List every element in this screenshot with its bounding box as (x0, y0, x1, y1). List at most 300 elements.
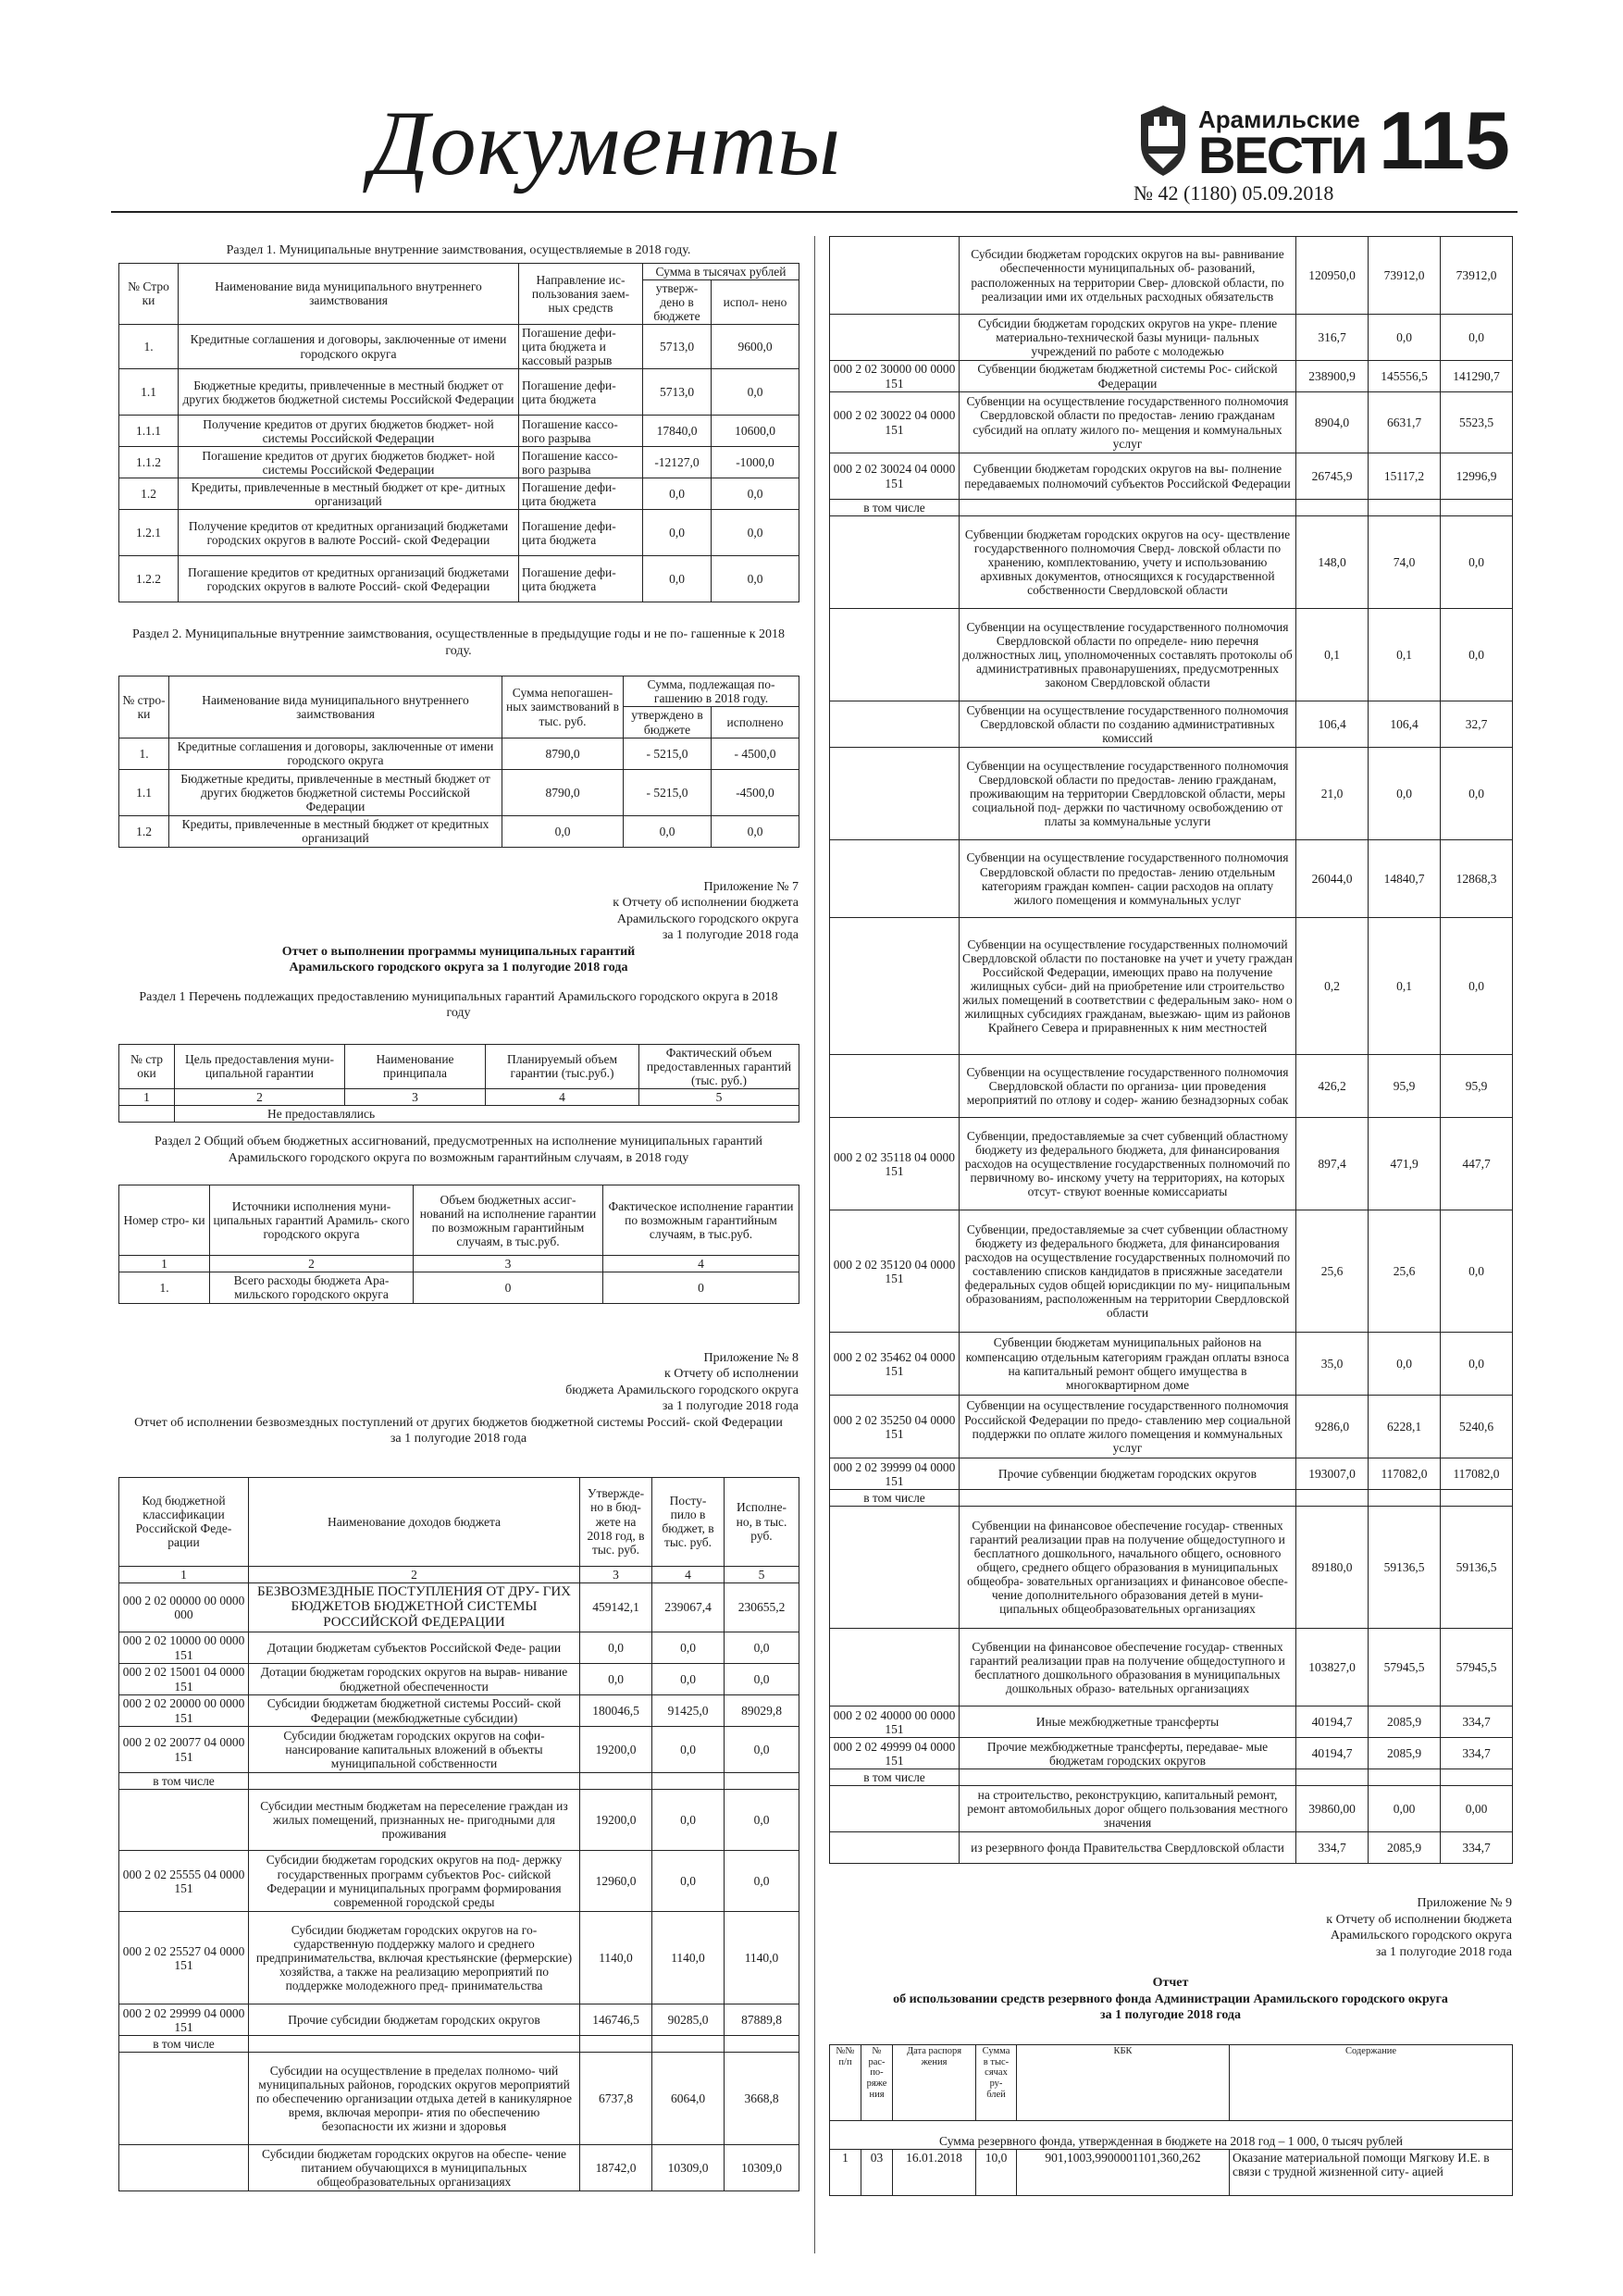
col-header: № стр оки (119, 1044, 175, 1088)
app8-line: Приложение № 8 (703, 1350, 799, 1365)
cell: 25,6 (1296, 1210, 1369, 1333)
cell: 5 (725, 1566, 799, 1582)
cell: - 5215,0 (624, 738, 712, 769)
col-header: Объем бюджетных ассиг- нований на исполнение гарантии по возможным гарантийным случаям, в тыс.руб. (414, 1185, 603, 1256)
cell (1441, 1490, 1513, 1507)
cell (830, 237, 960, 315)
issue-number: № 42 (1180) 05.09.2018 (1134, 181, 1334, 205)
cell: Субвенции бюджетам городских округов на осу- ществление государственного полномочия Сверд- ловской области по хранению, комплектованию, учету и использованию архивных документов, относящихся к государственной собственности Свердловской области (960, 516, 1296, 609)
cell: Погашение дефи- цита бюджета (519, 478, 643, 510)
cell: 000 2 02 20077 04 0000 151 (119, 1727, 249, 1773)
page-number: 115 (1379, 94, 1510, 186)
cell: 8790,0 (502, 738, 624, 769)
cell: 1.2 (119, 815, 169, 847)
cell: 1. (119, 738, 169, 769)
cell: на строительство, реконструкцию, капитальный ремонт, ремонт автомобильных дорог общего пользования местного значения (960, 1786, 1296, 1832)
cell: 40194,7 (1296, 1738, 1369, 1769)
table-row (830, 315, 1513, 361)
cell: Бюджетные кредиты, привлеченные в местный бюджет от других бюджетов бюджетной системы Российской Федерации (169, 769, 502, 815)
cell (1296, 1769, 1369, 1786)
cell (960, 500, 1296, 516)
table-row (119, 815, 799, 847)
app9-title-line: об использовании средств резервного фонда Администрации Арамильского городского округа (893, 1992, 1448, 2006)
cell: 8790,0 (502, 769, 624, 815)
col-header: Наименование принципала (345, 1044, 486, 1088)
cell: Оказание материальной помощи Мягкову И.Е. в связи с трудной жизненной ситу- ацией (1230, 2149, 1513, 2195)
cell: 5713,0 (643, 324, 712, 368)
cell: 89180,0 (1296, 1507, 1369, 1629)
cell: 0,0 (1441, 1210, 1513, 1333)
t1-caption: Раздел 1. Муниципальные внутренние заимствования, осуществляемые в 2018 году. (226, 243, 691, 257)
cell: 9286,0 (1296, 1396, 1369, 1458)
table-row (830, 701, 1513, 748)
cell (652, 2036, 725, 2053)
logo-town: Арамильские (1198, 105, 1360, 133)
guarantees-budget-table (118, 1185, 799, 1303)
cell: 3 (345, 1089, 486, 1106)
cell: 40194,7 (1296, 1706, 1369, 1738)
column-divider (814, 236, 815, 2253)
transfers-table-right (829, 236, 1513, 1864)
cell: 16.01.2018 (893, 2149, 976, 2195)
reserve-fund-note: Сумма резервного фонда, утвержденная в бюджете на 2018 год – 1 000, 0 тысяч рублей (830, 2120, 1513, 2149)
cell: 90285,0 (652, 2004, 725, 2036)
cell: 57945,5 (1441, 1629, 1513, 1706)
table-row (119, 2053, 799, 2145)
cell: 03 (861, 2149, 893, 2195)
app9-line: Арамильского городского округа (1330, 1929, 1512, 1943)
cell: 239067,4 (652, 1582, 725, 1632)
cell: 000 2 02 10000 00 0000 151 (119, 1632, 249, 1664)
cell: Всего расходы бюджета Ара- мильского городского округа (210, 1272, 414, 1303)
cell: 000 2 02 49999 04 0000 151 (830, 1738, 960, 1769)
cell: 5523,5 (1441, 392, 1513, 453)
cell: 1. (119, 1272, 210, 1303)
cell: в том числе (830, 500, 960, 516)
cell: 1.2 (119, 478, 179, 510)
table-row (830, 1507, 1513, 1629)
cell (1296, 500, 1369, 516)
table-header-row (830, 2044, 1513, 2120)
cell: -1000,0 (712, 447, 799, 478)
col-header: Номер стро- ки (119, 1185, 210, 1256)
table-row (119, 1566, 799, 1582)
cell: 39860,00 (1296, 1786, 1369, 1832)
table-row (119, 1727, 799, 1773)
cell: 000 2 02 25527 04 0000 151 (119, 1912, 249, 2004)
cell: 0,0 (1369, 1333, 1441, 1396)
table-row (119, 1912, 799, 2004)
cell: 0,0 (1441, 609, 1513, 701)
cell (960, 1769, 1296, 1786)
cell: 0,0 (725, 1632, 799, 1664)
cell (249, 2036, 580, 2053)
cell: 1140,0 (725, 1912, 799, 2004)
cell: 10600,0 (712, 416, 799, 447)
col-header: Сумма, подлежащая по- гашению в 2018 году. (624, 676, 799, 707)
cell (725, 1773, 799, 1790)
cell: 2085,9 (1369, 1706, 1441, 1738)
table-header-row (119, 1185, 799, 1256)
cell (249, 1773, 580, 1790)
cell: Дотации бюджетам городских округов на вырав- нивание бюджетной обеспеченности (249, 1664, 580, 1695)
table-row (830, 2120, 1513, 2149)
table-row (830, 1629, 1513, 1706)
cell: 26044,0 (1296, 840, 1369, 918)
table-row (830, 1786, 1513, 1832)
col-header: Сумма в тысячах рублей (643, 263, 799, 279)
table-header-row (119, 1477, 799, 1566)
cell: Субвенции на осуществление государственного полномочия Свердловской области по организа- ции проведения мероприятий по отлову и содер- жанию безнадзорных собак (960, 1055, 1296, 1118)
table-row (119, 1632, 799, 1664)
table-row (830, 1333, 1513, 1396)
cell: 0,0 (643, 556, 712, 602)
table-row (830, 1769, 1513, 1786)
table-row (830, 1118, 1513, 1210)
cell: Субвенции бюджетам муниципальных районов на компенсацию отдельным категориям граждан оплаты взноса на капитальный ремонт общего имущества в многоквартирном доме (960, 1333, 1296, 1396)
cell (1441, 500, 1513, 516)
app7-heading (118, 879, 799, 944)
app7-line: за 1 полугодие 2018 года (662, 928, 799, 943)
cell: 3668,8 (725, 2053, 799, 2145)
table-row (119, 1256, 799, 1272)
cell: - 4500,0 (712, 738, 799, 769)
table-row (119, 1851, 799, 1912)
cell: 0,0 (652, 1851, 725, 1912)
cell: Субвенции на осуществление государственного полномочия Свердловской области по определе- нию перечня должностных лиц, уполномоченных составлять протоколы об административных правонарушениях, предусмотренных законом Свердловской области (960, 609, 1296, 701)
cell: 4 (652, 1566, 725, 1582)
cell: Погашение кассо- вого разрыва (519, 447, 643, 478)
cell: Субвенции на осуществление государственного полномочия Свердловской области по предостав- лению гражданам субсидий на оплату жилого по- мещения и коммунальных услуг (960, 392, 1296, 453)
col-header: Планируемый объем гарантии (тыс.руб.) (486, 1044, 639, 1088)
cell: 1 (830, 2149, 861, 2195)
cell: 000 2 02 40000 00 0000 151 (830, 1706, 960, 1738)
table-row (830, 1396, 1513, 1458)
cell: 12960,0 (580, 1851, 652, 1912)
cell: Погашение дефи- цита бюджета и кассовый разрыв (519, 324, 643, 368)
guarantees-list-table (118, 1044, 799, 1123)
table-row (830, 1832, 1513, 1864)
cell (830, 609, 960, 701)
cell: 459142,1 (580, 1582, 652, 1632)
cell: Не предоставлялись (175, 1106, 799, 1123)
header-rule (111, 211, 1518, 213)
cell: 0,0 (502, 815, 624, 847)
cell: 334,7 (1441, 1706, 1513, 1738)
table-header-row (119, 263, 799, 279)
table-row (830, 1490, 1513, 1507)
cell: 0,0 (652, 1727, 725, 1773)
cell: Субвенции на осуществление государственного полномочия Российской Федерации по предо- ставлению мер социальной поддержки по оплате жилого помещения и коммунальных услуг (960, 1396, 1296, 1458)
cell: 10,0 (976, 2149, 1017, 2195)
cell: 91425,0 (652, 1695, 725, 1727)
cell: Субсидии бюджетам городских округов на обеспе- чение питанием обучающихся в муниципальных общеобразовательных организациях (249, 2145, 580, 2191)
cell: 6631,7 (1369, 392, 1441, 453)
cell: Погашение кредитов от кредитных организаций бюджетами городских округов в валюте Россий- ской Федерации (179, 556, 519, 602)
cell: 4 (603, 1256, 799, 1272)
app7-section2: Раздел 2 Общий объем бюджетных ассигнований, предусмотренных на исполнение муниципальных гарантий Арамильского городского округа по возможным гарантийным случаям, в 2018 году (154, 1135, 763, 1165)
table-row (119, 1106, 799, 1123)
table-row (119, 2036, 799, 2053)
cell: Прочие межбюджетные трансферты, передавае- мые бюджетам городских округов (960, 1738, 1296, 1769)
table-row (830, 2149, 1513, 2195)
cell: 1140,0 (580, 1912, 652, 2004)
cell: 000 2 02 25555 04 0000 151 (119, 1851, 249, 1912)
cell: 334,7 (1296, 1832, 1369, 1864)
col-header: КБК (1017, 2044, 1230, 2120)
cell: 000 2 02 30000 00 0000 151 (830, 361, 960, 392)
table-header-row (119, 676, 799, 707)
cell: 000 2 02 30024 04 0000 151 (830, 453, 960, 500)
cell: 5240,6 (1441, 1396, 1513, 1458)
cell: 000 2 02 20000 00 0000 151 (119, 1695, 249, 1727)
cell: 0,0 (712, 815, 799, 847)
cell: 0,0 (712, 369, 799, 416)
cell: 26745,9 (1296, 453, 1369, 500)
cell: 000 2 02 35120 04 0000 151 (830, 1210, 960, 1333)
cell: Погашение дефи- цита бюджета (519, 556, 643, 602)
cell (725, 2036, 799, 2053)
cell: 12868,3 (1441, 840, 1513, 918)
cell: 0,0 (1369, 315, 1441, 361)
app9-title (829, 1975, 1512, 2024)
cell (119, 1106, 175, 1123)
cell: 000 2 02 29999 04 0000 151 (119, 2004, 249, 2036)
table-row (830, 1706, 1513, 1738)
table-row (830, 1055, 1513, 1118)
cell: 0,0 (624, 815, 712, 847)
cell: 141290,7 (1441, 361, 1513, 392)
cell: 12996,9 (1441, 453, 1513, 500)
cell (830, 748, 960, 840)
table-row (119, 1790, 799, 1851)
cell: Кредиты, привлеченные в местный бюджет от кредитных организаций (169, 815, 502, 847)
cell (1441, 1769, 1513, 1786)
cell: Субсидии местным бюджетам на переселение граждан из жилых помещений, признанных не- пригодными для проживания (249, 1790, 580, 1851)
cell: 95,9 (1441, 1055, 1513, 1118)
cell: 6064,0 (652, 2053, 725, 2145)
cell (119, 1790, 249, 1851)
cell (830, 1055, 960, 1118)
table-row (119, 2145, 799, 2191)
cell: 000 2 02 39999 04 0000 151 (830, 1458, 960, 1490)
app7-title: Отчет о выполнении программы муниципальных гарантий Арамильского городского округа за 1 полугодие 2018 года (281, 944, 636, 975)
cell: 1.1 (119, 369, 179, 416)
table-row (830, 453, 1513, 500)
col-header: Наименование вида муниципального внутреннего заимствования (179, 263, 519, 324)
cell: 6228,1 (1369, 1396, 1441, 1458)
cell: Субвенции бюджетам бюджетной системы Рос- сийской Федерации (960, 361, 1296, 392)
table-row (830, 361, 1513, 392)
left-column (118, 242, 799, 2191)
cell: 1.1 (119, 769, 169, 815)
cell: 180046,5 (580, 1695, 652, 1727)
table-row (119, 2004, 799, 2036)
cell: из резервного фонда Правительства Свердловской области (960, 1832, 1296, 1864)
table-row (119, 1773, 799, 1790)
cell: 1.1.2 (119, 447, 179, 478)
cell: 1. (119, 324, 179, 368)
cell: 0,0 (652, 1632, 725, 1664)
table-row (119, 1272, 799, 1303)
cell: 0,0 (712, 478, 799, 510)
cell: Субсидии бюджетам бюджетной системы Россий- ской Федерации (межбюджетные субсидии) (249, 1695, 580, 1727)
cell: Субвенции на финансовое обеспечение государ- ственных гарантий реализации прав на получение общедоступного и бесплатного дошкольного образования в муниципальных дошкольных образо- вательных организациях (960, 1629, 1296, 1706)
cell: 1.2.1 (119, 510, 179, 556)
app8-line: бюджета Арамильского городского округа (565, 1383, 799, 1397)
transfers-table-left (118, 1477, 799, 2192)
col-header: Наименование вида муниципального внутреннего заимствования (169, 676, 502, 738)
col-header: Сумма в тыс- сячах ру- блей (976, 2044, 1017, 2120)
cell: 17840,0 (643, 416, 712, 447)
cell: 2 (249, 1566, 580, 1582)
table-row (119, 1664, 799, 1695)
table-row (830, 516, 1513, 609)
cell (830, 315, 960, 361)
t2-caption: Раздел 2. Муниципальные внутренние заимствования, осуществленные в предыдущие годы и не по- гашенные к 2018 году. (131, 627, 786, 658)
app8-title: Отчет об исполнении безвозмездных поступлений от других бюджетов бюджетной системы Россий- ской Федерации (134, 1415, 783, 1430)
city-crest-icon (1135, 104, 1191, 178)
cell: 2 (210, 1256, 414, 1272)
table-row (119, 510, 799, 556)
cell: 230655,2 (725, 1582, 799, 1632)
cell: 9600,0 (712, 324, 799, 368)
app8-heading (118, 1350, 799, 1415)
table-row (830, 1210, 1513, 1333)
cell: 106,4 (1296, 701, 1369, 748)
table-header-row (119, 1044, 799, 1088)
cell: 471,9 (1369, 1118, 1441, 1210)
section-title: Документы (370, 92, 842, 194)
cell: Получение кредитов от кредитных организаций бюджетами городских округов в валюте Россий- ской Федерации (179, 510, 519, 556)
col-header: Фактический объем предоставленных гарантий (тыс. руб.) (639, 1044, 799, 1088)
cell: 148,0 (1296, 516, 1369, 609)
cell (1296, 1490, 1369, 1507)
table-row (119, 416, 799, 447)
borrowings-2018-table (118, 263, 799, 603)
cell (830, 1629, 960, 1706)
cell: - 5215,0 (624, 769, 712, 815)
col-header: Источники исполнения муни- ципальных гарантий Арамиль- ского городского округа (210, 1185, 414, 1256)
cell: 6737,8 (580, 2053, 652, 2145)
col-header: Исполне- но, в тыс. руб. (725, 1477, 799, 1566)
cell: 0,0 (712, 510, 799, 556)
cell: 0,0 (712, 556, 799, 602)
cell (830, 701, 960, 748)
cell: Субвенции на осуществление государственного полномочия Свердловской области по предостав- лению отдельным категориям граждан компен- сации расходов на оплату жилого помещения и коммунальных услуг (960, 840, 1296, 918)
cell: 15117,2 (1369, 453, 1441, 500)
cell: Субсидии на осуществление в пределах полномо- чий муниципальных районов, городских округов мероприятий по обеспечению организации отдыха детей в каникулярное время, включая меропри- ятия по обеспечению безопасности их жизни и здоровья (249, 2053, 580, 2145)
cell: Субсидии бюджетам городских округов на укре- пление материально-технической базы муници- пальных учреждений по работе с молодежью (960, 315, 1296, 361)
cell (830, 1832, 960, 1864)
app9-line: Приложение № 9 (1417, 1896, 1512, 1911)
logo-brand: ВЕСТИ (1198, 126, 1367, 184)
cell: Субвенции, предоставляемые за счет субвенции областному бюджету из федерального бюджета, для финансирования расходов на осуществление государственных полномочий по составлению списков кандидатов в присяжные заседатели федеральных судов общей юрисдикции по му- ниципальным образованиям, расположенным на территории Свердловской области (960, 1210, 1296, 1333)
cell: 0,0 (652, 1664, 725, 1695)
cell: 0,00 (1441, 1786, 1513, 1832)
cell: Субсидии бюджетам городских округов на вы- равнивание обеспеченности муниципальных об- разований, расположенных на территории Свер- дловской области, по реализации ими их отдельных расходных обязательств (960, 237, 1296, 315)
cell (830, 516, 960, 609)
table-row (119, 324, 799, 368)
cell (830, 840, 960, 918)
borrowings-prior-table (118, 676, 799, 847)
cell: 0,0 (643, 510, 712, 556)
col-header: утверж- дено в бюджете (643, 279, 712, 324)
cell: 120950,0 (1296, 237, 1369, 315)
cell (830, 918, 960, 1055)
cell: 0,0 (1369, 748, 1441, 840)
cell: 89029,8 (725, 1695, 799, 1727)
col-header: Фактическое исполнение гарантии по возможным гарантийным случаям, в тыс.руб. (603, 1185, 799, 1256)
table-row (830, 748, 1513, 840)
cell: Погашение дефи- цита бюджета (519, 369, 643, 416)
cell: 0,0 (1441, 748, 1513, 840)
cell: 000 2 02 35118 04 0000 151 (830, 1118, 960, 1210)
cell: 59136,5 (1441, 1507, 1513, 1629)
cell: Субсидии бюджетам городских округов на го- сударственную поддержку малого и среднего предпринимательства, включая крестьянские (фермерские) хозяйства, а также на реализацию мероприятий по поддержке молодежного пред- принимательства (249, 1912, 580, 2004)
cell: Погашение кассо- вого разрыва (519, 416, 643, 447)
cell: Субсидии бюджетам городских округов на софи- нансирование капитальных вложений в объекты муниципальной собственности (249, 1727, 580, 1773)
col-header: Сумма непогашен- ных заимствований в тыс. руб. (502, 676, 624, 738)
cell: Субвенции на осуществление государственного полномочия Свердловской области по созданию административных комиссий (960, 701, 1296, 748)
col-header: испол- нено (712, 279, 799, 324)
reserve-fund-table (829, 2044, 1513, 2196)
cell: 0,1 (1296, 609, 1369, 701)
cell (580, 1773, 652, 1790)
cell: 426,2 (1296, 1055, 1369, 1118)
col-header: Цель предоставления муни- ципальной гарантии (175, 1044, 345, 1088)
cell: Субсидии бюджетам городских округов на под- держку государственных программ субъектов Рос- сийской Федерации и муниципальных программ формирования современной городской среды (249, 1851, 580, 1912)
cell: Дотации бюджетам субъектов Российской Феде- рации (249, 1632, 580, 1664)
cell: 334,7 (1441, 1832, 1513, 1864)
cell: 32,7 (1441, 701, 1513, 748)
cell: 897,4 (1296, 1118, 1369, 1210)
cell: 103827,0 (1296, 1629, 1369, 1706)
cell: 25,6 (1369, 1210, 1441, 1333)
cell: 19200,0 (580, 1790, 652, 1851)
cell: Субвенции на осуществление государственного полномочия Свердловской области по предостав- лению гражданам, проживающим на территории Свердловской области, меры социальной под- держки по частичному освобождению от платы за коммунальные услуги (960, 748, 1296, 840)
cell: 0,1 (1369, 918, 1441, 1055)
cell: Иные межбюджетные трансферты (960, 1706, 1296, 1738)
cell: 0 (603, 1272, 799, 1303)
cell: 0,0 (1441, 918, 1513, 1055)
cell: 193007,0 (1296, 1458, 1369, 1490)
cell: 0,0 (725, 1790, 799, 1851)
cell: 316,7 (1296, 315, 1369, 361)
cell: 1 (119, 1256, 210, 1272)
cell: Субвенции на осуществление государственных полномочий Свердловской области по постановке на учет и учету граждан Российской Федерации, имеющих право на получение жилищных субси- дий на приобретение или строительство жилых помещений в соответствии с федеральным зако- ном о жилищных субсидиях гражданам, выезжаю- щим из районов Крайнего Севера и приравненных к ним местностей (960, 918, 1296, 1055)
cell: 106,4 (1369, 701, 1441, 748)
table-row (119, 1089, 799, 1106)
cell: 117082,0 (1369, 1458, 1441, 1490)
cell: 334,7 (1441, 1738, 1513, 1769)
cell: 145556,5 (1369, 361, 1441, 392)
cell (580, 2036, 652, 2053)
cell: 8904,0 (1296, 392, 1369, 453)
cell: 57945,5 (1369, 1629, 1441, 1706)
cell (119, 2053, 249, 2145)
cell: 0,0 (1441, 516, 1513, 609)
cell: 87889,8 (725, 2004, 799, 2036)
cell: в том числе (119, 1773, 249, 1790)
app7-line: Приложение № 7 (703, 879, 799, 894)
col-header: Посту- пило в бюджет, в тыс. руб. (652, 1477, 725, 1566)
cell: Кредитные соглашения и договоры, заключенные от имени городского округа (169, 738, 502, 769)
cell: Субвенции бюджетам городских округов на вы- полнение передаваемых полномочий субъектов Российской Федерации (960, 453, 1296, 500)
app9-title-line: Отчет (1152, 1976, 1189, 1991)
cell: 1.2.2 (119, 556, 179, 602)
cell: 0,0 (725, 1851, 799, 1912)
